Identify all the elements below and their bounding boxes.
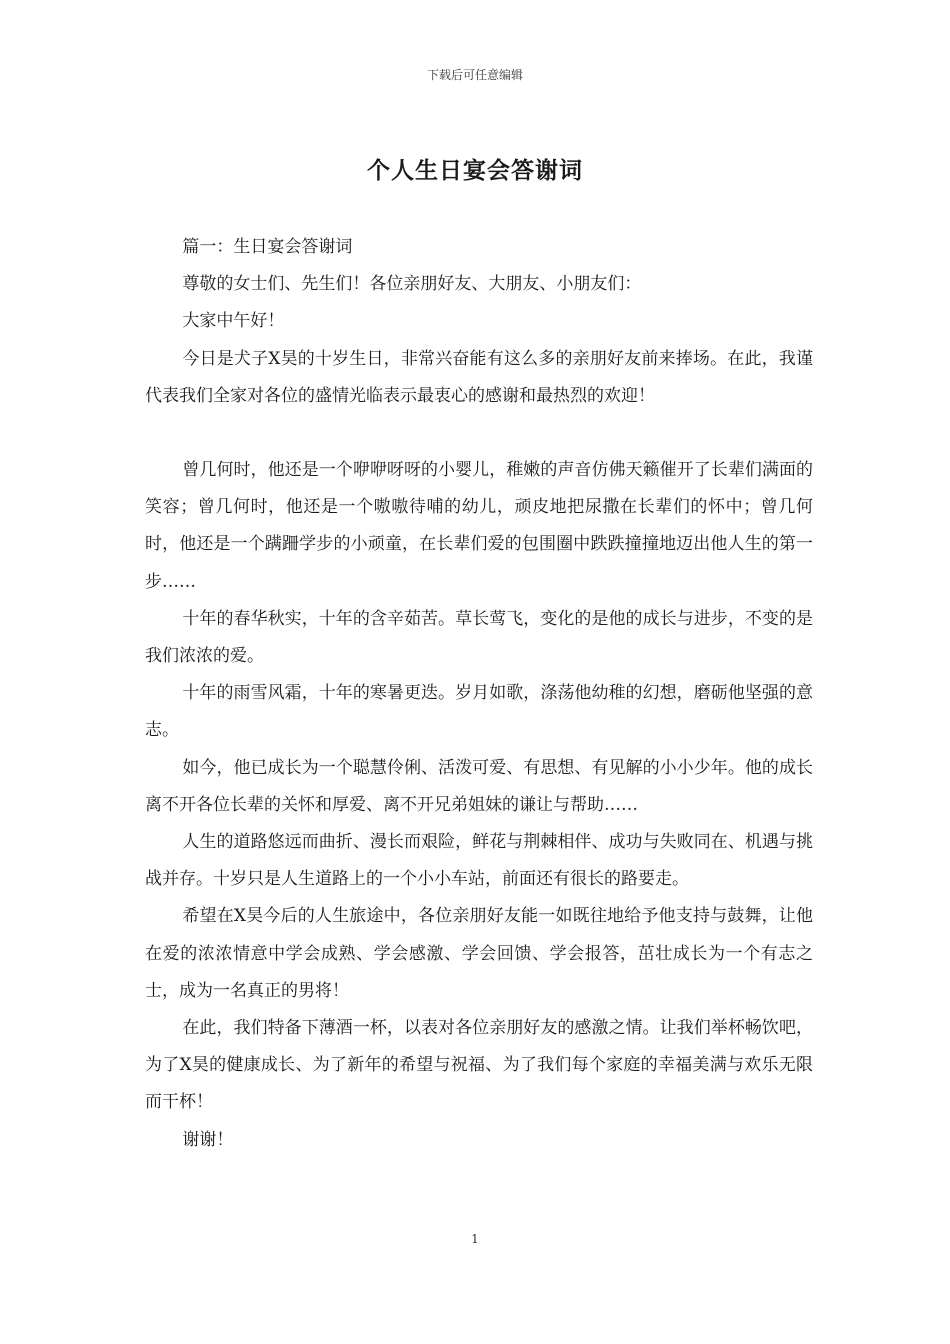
paragraph: 曾几何时，他还是一个咿咿呀呀的小婴儿，稚嫩的声音仿佛天籁催开了长辈们满面的笑容；曾几何时，他还是一个嗷嗷待哺的幼儿，顽皮地把尿撒在长辈们的怀中；曾几何时，他还是一个蹒跚学步的小顽童，在长辈们爱的包围圈中跌跌撞撞地迈出他人生的第一步…… <box>145 460 813 592</box>
paragraph: 十年的春华秋实，十年的含辛茹苦。草长莺飞，变化的是他的成长与进步，不变的是我们浓浓的爱。 <box>145 608 813 667</box>
section-heading: 篇一：生日宴会答谢词 <box>182 237 353 257</box>
salutation: 尊敬的女士们、先生们！各位亲朋好友、大朋友、小朋友们： <box>182 274 642 295</box>
document-title: 个人生日宴会答谢词 <box>367 157 583 184</box>
header-note: 下载后可任意编辑 <box>426 68 523 82</box>
page-number: 1 <box>471 1232 479 1246</box>
greeting: 大家中午好！ <box>182 311 285 332</box>
closing: 谢谢！ <box>182 1129 234 1150</box>
paragraph: 今日是犬子X昊的十岁生日，非常兴奋能有这么多的亲朋好友前来捧场。在此，我谨代表我们全家对各位的盛情光临表示最衷心的感谢和最热烈的欢迎！ <box>145 348 813 406</box>
paragraph: 如今，他已成长为一个聪慧伶俐、活泼可爱、有思想、有见解的小小少年。他的成长离不开各位长辈的关怀和厚爱、离不开兄弟姐妹的谦让与帮助…… <box>145 757 813 815</box>
document-body <box>145 229 813 1159</box>
paragraph: 在此，我们特备下薄酒一杯，以表对各位亲朋好友的感激之情。让我们举杯畅饮吧，为了X昊的健康成长、为了新年的希望与祝福、为了我们每个家庭的幸福美满与欢乐无限而干杯！ <box>145 1018 813 1113</box>
paragraph: 十年的雨雪风霜，十年的寒暑更迭。岁月如歌，涤荡他幼稚的幻想，磨砺他坚强的意志。 <box>145 683 813 741</box>
paragraph: 人生的道路悠远而曲折、漫长而艰险，鲜花与荆棘相伴、成功与失败同在、机遇与挑战并存。十岁只是人生道路上的一个小小车站，前面还有很长的路要走。 <box>145 832 813 890</box>
paragraph: 希望在X昊今后的人生旅途中，各位亲朋好友能一如既往地给予他支持与鼓舞，让他在爱的浓浓情意中学会成熟、学会感激、学会回馈、学会报答，茁壮成长为一个有志之士，成为一名真正的男将！ <box>145 906 813 1001</box>
